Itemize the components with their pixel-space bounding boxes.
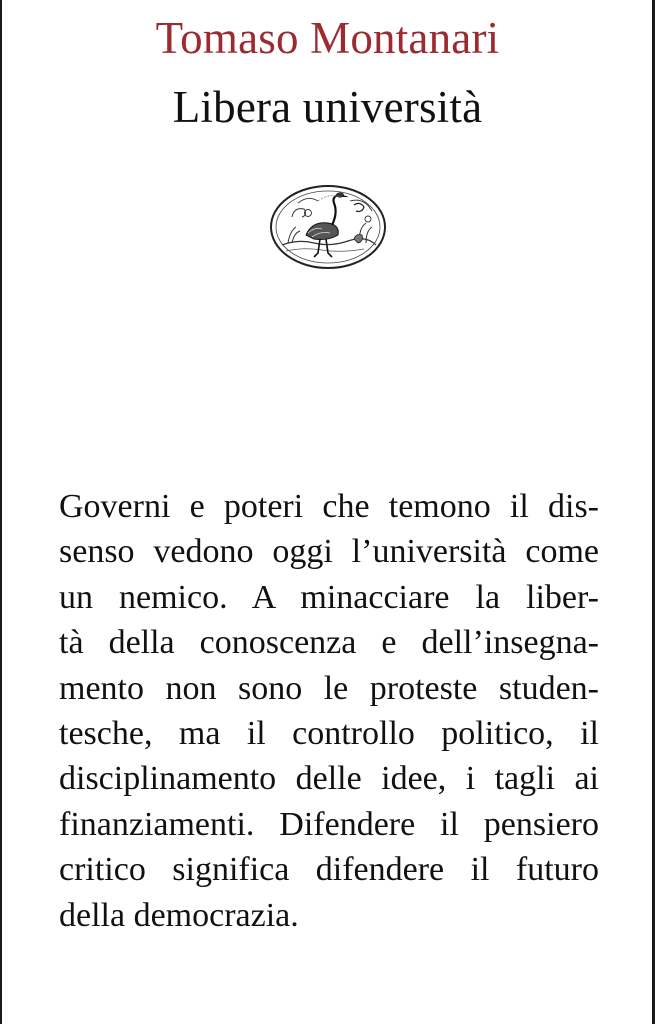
blurb-line: disciplinamento delle idee, i tagli ai [59,760,599,798]
blurb-line: critico significa difendere il futuro [59,851,599,889]
blurb-line: della democrazia. [59,896,299,934]
blurb-text [59,484,599,938]
book-title: Libera università [172,82,483,132]
blurb-line: un nemico. A minacciare la liber- [59,578,599,616]
ostrich-emblem-icon [268,183,388,271]
blurb-line: senso vedono oggi l’università come [59,533,599,571]
blurb-line: tà della conoscenza e dell’insegna- [59,624,599,662]
blurb-line: finanziamenti. Difendere il pensiero [59,805,599,843]
cover-left-edge [0,0,2,1024]
author-name: Tomaso Montanari [155,13,500,63]
blurb-line: mento non sono le proteste studen- [59,669,599,707]
blurb-line: tesche, ma il controllo politico, il [59,715,599,753]
blurb-line: Governi e poteri che temono il dis- [59,488,599,525]
